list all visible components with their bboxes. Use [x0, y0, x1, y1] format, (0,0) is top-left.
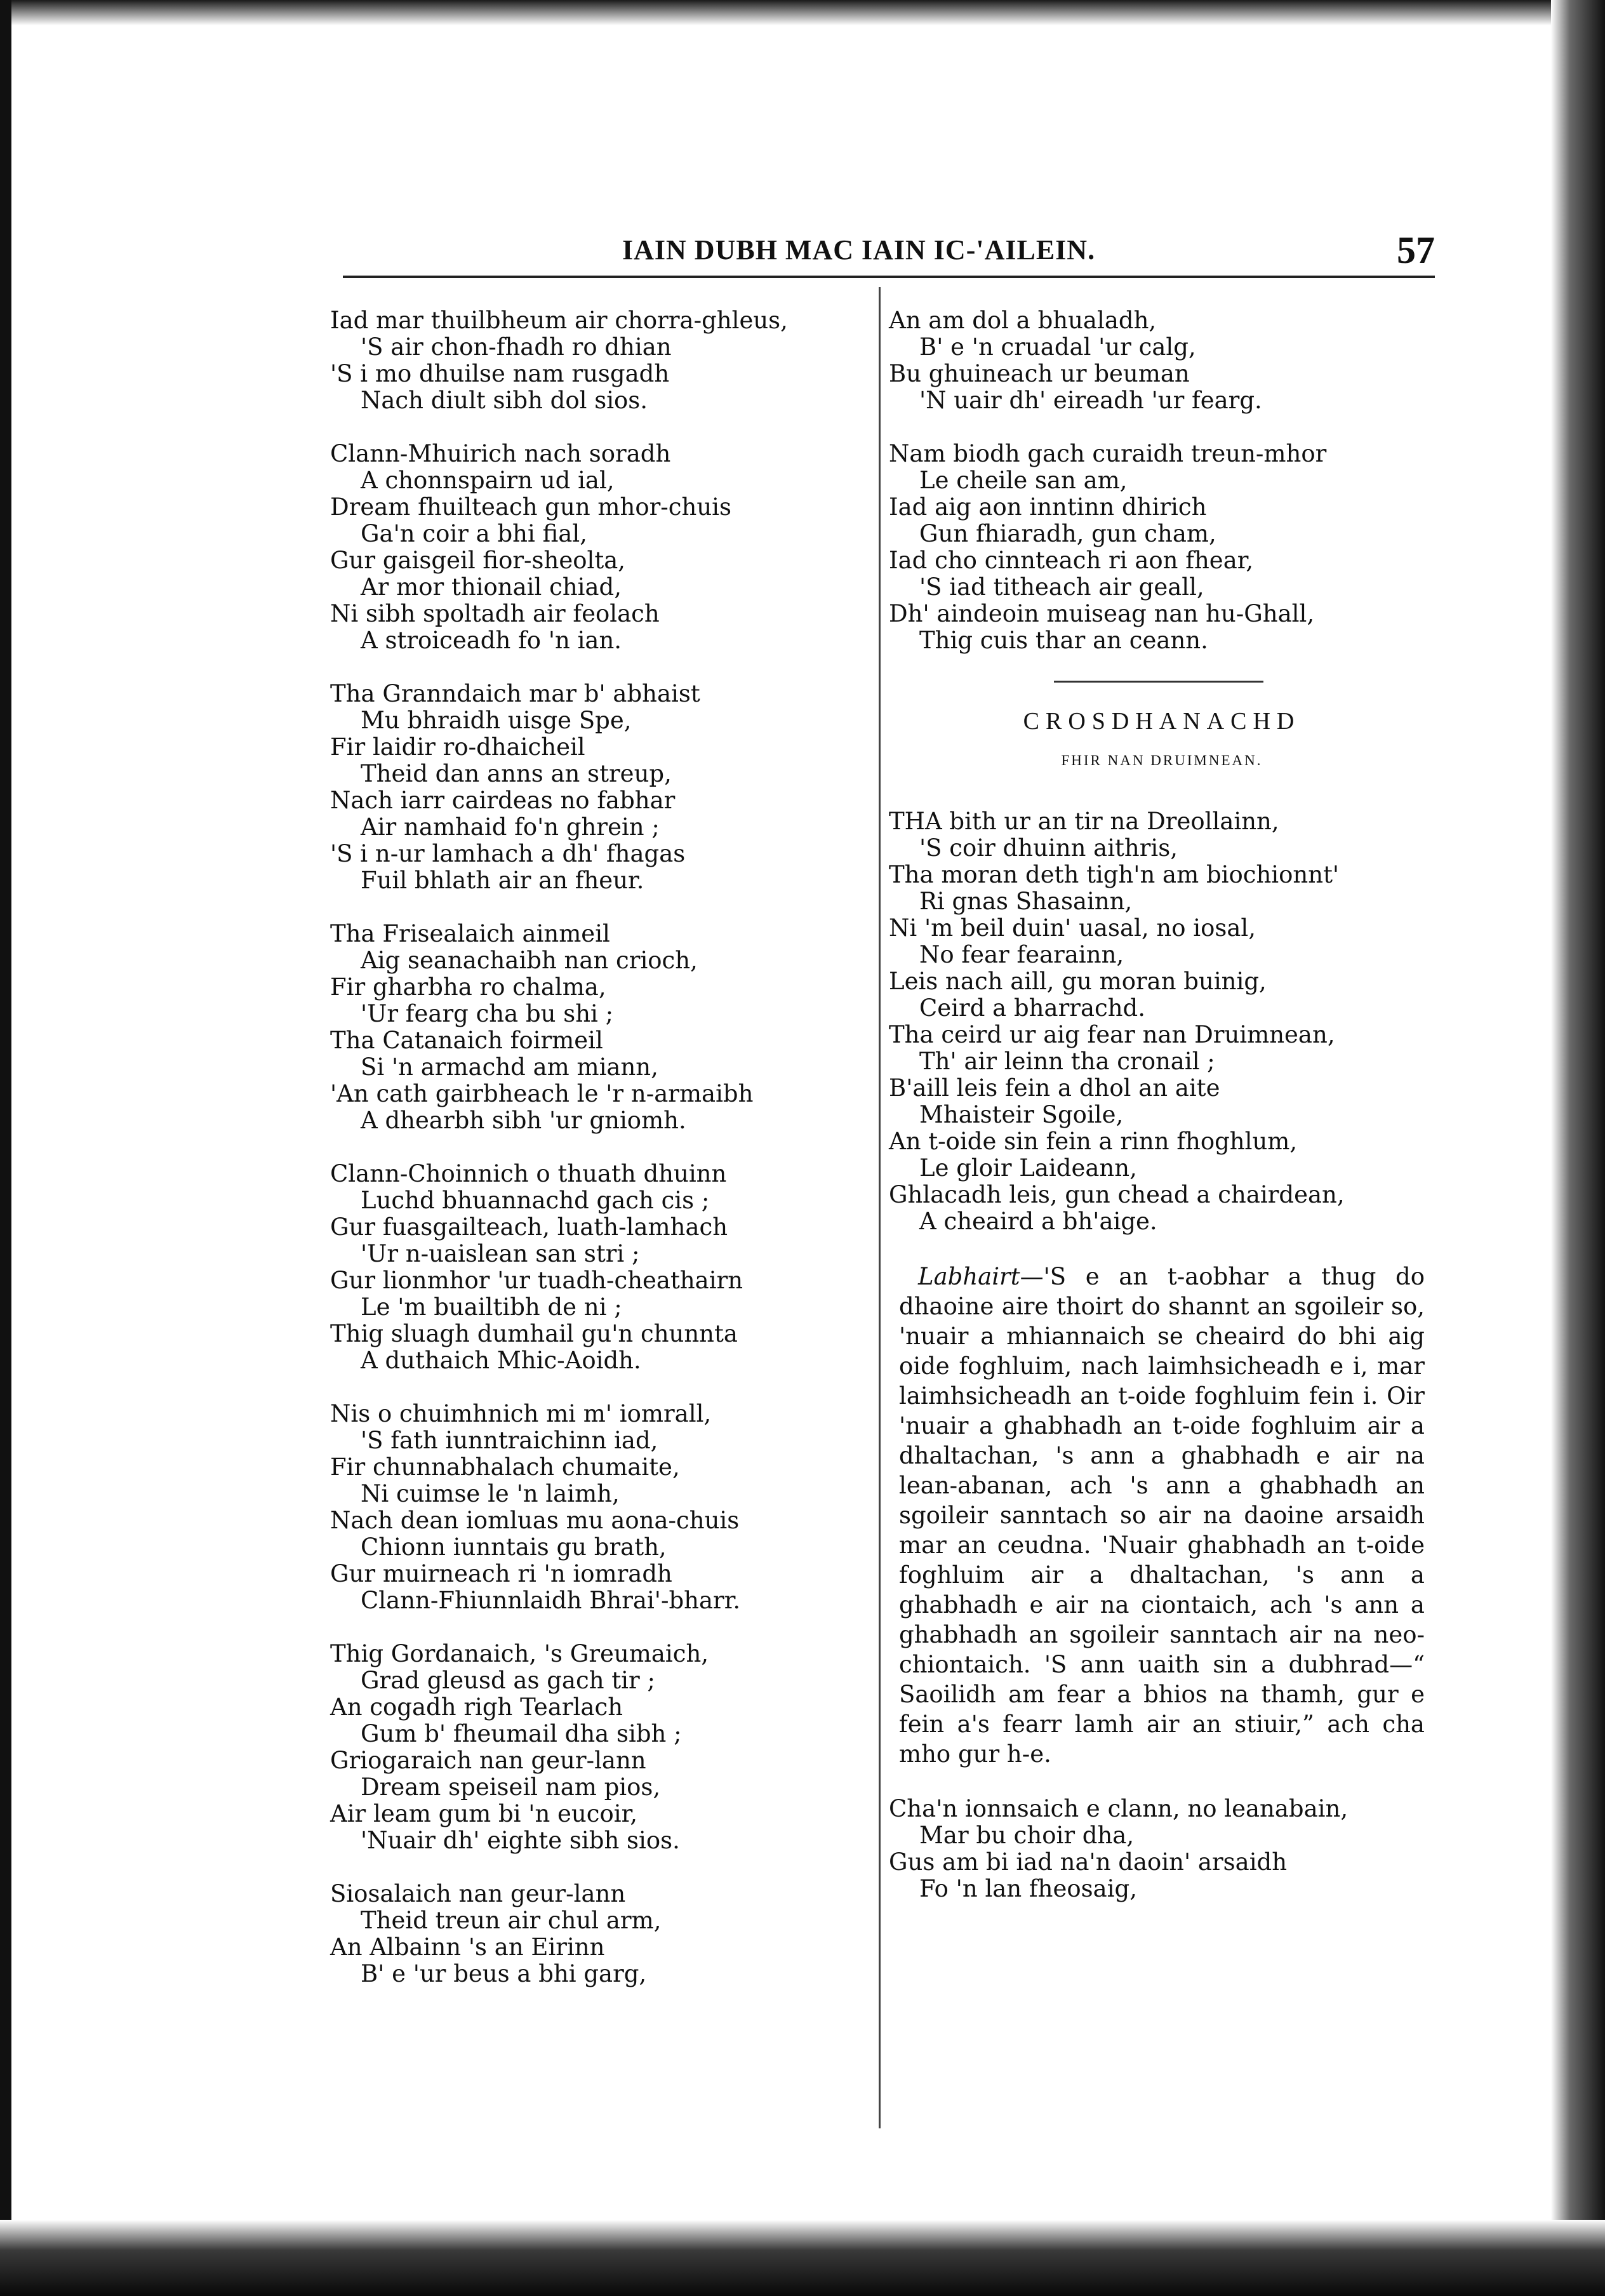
verse-line: Mu bhraidh uisge Spe, — [361, 707, 632, 734]
verse-line: 'Ur n-uaislean san stri ; — [361, 1240, 640, 1267]
verse-line: Nach dean iomluas mu aona-chuis — [330, 1507, 740, 1534]
scan-edge-right — [1551, 0, 1605, 2296]
verse-line: Tha ceird ur aig fear nan Druimnean, — [889, 1021, 1335, 1048]
stanza — [330, 681, 863, 894]
verse-line: B' e 'ur beus a bhi garg, — [361, 1960, 647, 1987]
verse-line: 'N uair dh' eireadh 'ur fearg. — [919, 387, 1262, 414]
verse-line: B' e 'n cruadal 'ur calg, — [919, 333, 1196, 361]
verse-line: Ri gnas Shasainn, — [919, 888, 1133, 915]
verse-line: Nach iarr cairdeas no fabhar — [330, 787, 676, 814]
verse-line: Ga'n coir a bhi fial, — [361, 520, 587, 547]
verse-line: 'S air chon-fhadh ro dhian — [361, 333, 672, 361]
verse-line: Dream fhuilteach gun mhor-chuis — [330, 493, 731, 521]
verse-line: Gus am bi iad na'n daoin' arsaidh — [889, 1848, 1288, 1876]
verse-line: Gur gaisgeil fior-sheolta, — [330, 547, 626, 574]
verse-line: An am dol a bhualadh, — [889, 307, 1157, 334]
verse-line: 'An cath gairbheach le 'r n-armaibh — [330, 1080, 754, 1107]
verse-line: Si 'n armachd am miann, — [361, 1053, 658, 1081]
verse-line: Cha'n ionnsaich e clann, no leanabain, — [889, 1795, 1349, 1822]
right-column — [889, 307, 1435, 1929]
verse-line: An t-oide sin fein a rinn fhoghlum, — [889, 1128, 1298, 1155]
right-column-stanzas-end — [889, 1796, 1435, 1902]
verse-line: Aig seanachaibh nan crioch, — [361, 947, 698, 974]
verse-line: Tha Frisealaich ainmeil — [330, 920, 610, 947]
verse-line: Fuil bhlath air an fheur. — [361, 867, 644, 894]
verse-line: Iad cho cinnteach ri aon fhear, — [889, 547, 1254, 574]
prose-speaker: Labhairt — [918, 1263, 1020, 1290]
verse-line: Gun fhiaradh, gun cham, — [919, 520, 1216, 547]
scan-edge-bottom — [0, 2220, 1605, 2296]
verse-line: Th' air leinn tha cronail ; — [919, 1048, 1215, 1075]
verse-line: Ceird a bharrachd. — [919, 994, 1145, 1022]
stanza — [889, 441, 1435, 654]
verse-line: 'S fath iunntraichinn iad, — [361, 1427, 658, 1454]
verse-line: THA bith ur an tir na Dreollainn, — [889, 808, 1279, 835]
stanza — [330, 1881, 863, 1987]
verse-line: Bu ghuineach ur beuman — [889, 360, 1190, 387]
stanza — [889, 1796, 1435, 1902]
verse-line: 'Nuair dh' eighte sibh sios. — [361, 1827, 680, 1854]
stanza — [330, 1161, 863, 1374]
verse-line: 'S i n-ur lamhach a dh' fhagas — [330, 840, 686, 867]
verse-line: Tha Catanaich foirmeil — [330, 1027, 603, 1054]
verse-line: Gur lionmhor 'ur tuadh-cheathairn — [330, 1267, 743, 1294]
verse-line: 'S iad titheach air geall, — [919, 573, 1204, 601]
prose-paragraph — [889, 1262, 1435, 1769]
verse-line: A cheaird a bh'aige. — [919, 1208, 1157, 1235]
verse-line: Griogaraich nan geur-lann — [330, 1747, 646, 1774]
stanza — [889, 307, 1435, 414]
verse-line: An Albainn 's an Eirinn — [330, 1933, 605, 1961]
verse-line: Dh' aindeoin muiseag nan hu-Ghall, — [889, 600, 1315, 627]
stanza — [330, 441, 863, 654]
verse-line: Gum b' fheumail dha sibh ; — [361, 1720, 682, 1747]
section-title: CROSDHANACHD — [1023, 708, 1301, 735]
section-byline: FHIR NAN DRUIMNEAN. — [1061, 752, 1263, 768]
verse-line: Leis nach aill, gu moran buinig, — [889, 968, 1267, 995]
verse-line: Ni 'm beil duin' uasal, no iosal, — [889, 914, 1256, 942]
right-column-stanzas-bottom — [889, 808, 1435, 1235]
verse-line: An cogadh righ Tearlach — [330, 1693, 623, 1721]
running-head — [343, 229, 1435, 273]
verse-line: 'S i mo dhuilse nam rusgadh — [330, 360, 670, 387]
running-title: IAIN DUBH MAC IAIN IC-'AILEIN. — [622, 234, 1096, 265]
verse-line: Mar bu choir dha, — [919, 1822, 1135, 1849]
verse-line: Gur fuasgailteach, luath-lamhach — [330, 1213, 728, 1241]
stanza — [330, 1401, 863, 1614]
verse-line: Fo 'n lan fheosaig, — [919, 1875, 1137, 1902]
verse-line: Theid dan anns an streup, — [361, 760, 672, 787]
verse-line: Dream speiseil nam pios, — [361, 1773, 661, 1801]
verse-line: 'Ur fearg cha bu shi ; — [361, 1000, 614, 1027]
verse-line: B'aill leis fein a dhol an aite — [889, 1074, 1220, 1102]
verse-line: Clann-Fhiunnlaidh Bhrai'-bharr. — [361, 1587, 741, 1614]
verse-line: Le gloir Laideann, — [919, 1154, 1137, 1182]
verse-line: A chonnspairn ud ial, — [361, 467, 615, 494]
verse-line: Siosalaich nan geur-lann — [330, 1880, 626, 1907]
verse-line: Thig cuis thar an ceann. — [919, 627, 1208, 654]
verse-line: 'S coir dhuinn aithris, — [919, 834, 1178, 862]
verse-line: Chionn iunntais gu brath, — [361, 1533, 667, 1561]
verse-line: Le 'm buailtibh de ni ; — [361, 1293, 622, 1321]
stanza — [330, 921, 863, 1134]
verse-line: Nis o chuimhnich mi m' iomrall, — [330, 1400, 712, 1427]
verse-line: Theid treun air chul arm, — [361, 1907, 662, 1934]
right-column-stanzas-top — [889, 307, 1435, 654]
prose-text: —'S e an t-aobhar a thug do dhaoine aire thoirt do shannt an sgoileir so, 'nuair a mhiannaich se cheaird do bhi aig oide foghluim, nach laimhsicheadh e i, mar laimhsicheadh an t-oide foghluim fein i. Oir 'nuair a ghabhadh an t-oide foghluim air a dhaltachan, 's ann a ghabhadh e air na lean-abanan, ach 's ann a ghabhadh an sgoileir sanntach so air na daoine arsaidh mar an ceudna. 'Nuair ghabhadh an t-oide foghluim air a dhaltachan, 's ann a ghabhadh e air na ciontaich, ach 's ann a ghabhadh an sgoileir sanntach air na neo-chiontaich. 'S ann uaith sin a dubhrad—“ Saoilidh am fear a bhios na thamh, gur e fein a's fearr lamh air an stiuir,” ach cha mho gur h-e. — [899, 1263, 1425, 1768]
verse-line: A dhearbh sibh 'ur gniomh. — [361, 1107, 686, 1134]
verse-line: Iad mar thuilbheum air chorra-ghleus, — [330, 307, 788, 334]
verse-line: A stroiceadh fo 'n ian. — [361, 627, 622, 654]
verse-line: Grad gleusd as gach tir ; — [361, 1667, 655, 1694]
verse-line: A duthaich Mhic-Aoidh. — [361, 1347, 641, 1374]
verse-line: Nam biodh gach curaidh treun-mhor — [889, 440, 1327, 467]
verse-line: Fir chunnabhalach chumaite, — [330, 1453, 680, 1481]
verse-line: Tha Granndaich mar b' abhaist — [330, 680, 700, 707]
section-divider — [1054, 681, 1263, 683]
column-rule — [879, 287, 881, 2128]
verse-line: Gur muirneach ri 'n iomradh — [330, 1560, 672, 1587]
verse-line: Ni sibh spoltadh air feolach — [330, 600, 660, 627]
header-rule — [343, 276, 1435, 278]
verse-line: Luchd bhuannachd gach cis ; — [361, 1187, 710, 1214]
verse-line: Air namhaid fo'n ghrein ; — [361, 813, 660, 841]
verse-line: Iad aig aon inntinn dhirich — [889, 493, 1207, 521]
stanza — [330, 1641, 863, 1854]
scan-edge-left — [0, 0, 11, 2296]
stanza — [330, 307, 863, 414]
verse-line: Ni cuimse le 'n laimh, — [361, 1480, 620, 1507]
verse-line: Clann-Choinnich o thuath dhuinn — [330, 1160, 727, 1187]
verse-line: Fir laidir ro-dhaicheil — [330, 733, 585, 761]
verse-line: Tha moran deth tigh'n am biochionnt' — [889, 861, 1340, 888]
verse-line: Ghlacadh leis, gun chead a chairdean, — [889, 1181, 1345, 1208]
verse-line: Nach diult sibh dol sios. — [361, 387, 648, 414]
verse-line: Air leam gum bi 'n eucoir, — [330, 1800, 637, 1827]
verse-line: Mhaisteir Sgoile, — [919, 1101, 1124, 1128]
scan-edge-top — [0, 0, 1605, 25]
verse-line: Thig Gordanaich, 's Greumaich, — [330, 1640, 709, 1667]
verse-line: Clann-Mhuirich nach soradh — [330, 440, 671, 467]
verse-line: Le cheile san am, — [919, 467, 1128, 494]
verse-line: Fir gharbha ro chalma, — [330, 973, 606, 1001]
verse-line: Thig sluagh dumhail gu'n chunnta — [330, 1320, 738, 1347]
left-column — [330, 307, 863, 2014]
verse-line: Ar mor thionail chiad, — [361, 573, 622, 601]
stanza — [889, 808, 1435, 1235]
verse-line: No fear fearainn, — [919, 941, 1124, 968]
page-number: 57 — [1397, 229, 1435, 271]
